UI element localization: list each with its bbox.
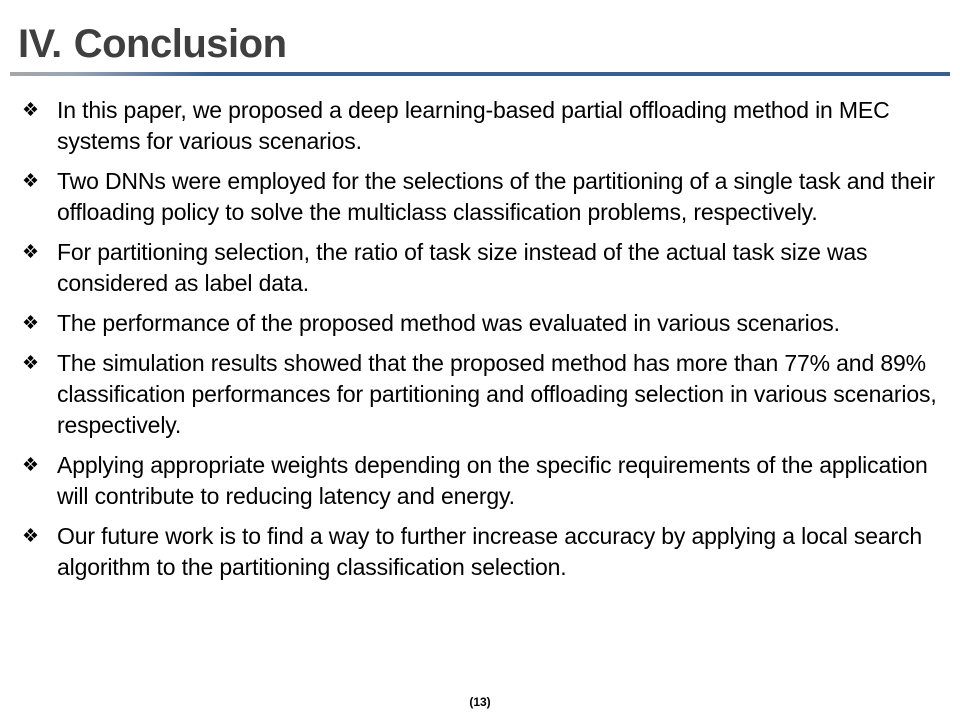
bullet-item <box>20 308 940 339</box>
diamond-bullet-icon: ❖ <box>22 242 39 263</box>
bullet-text: Our future work is to find a way to further increase accuracy by applying a local search algorithm to the partitioning classification selection. <box>57 523 923 580</box>
bullet-item <box>20 166 940 228</box>
slide-title <box>18 20 287 68</box>
bullet-item <box>20 95 940 157</box>
bullet-text: Applying appropriate weights depending on the specific requirements of the application will contribute to reducing latency and energy. <box>57 452 928 509</box>
diamond-bullet-icon: ❖ <box>22 100 39 121</box>
bullet-item <box>20 450 940 512</box>
title-text: Conclusion <box>73 22 287 66</box>
bullet-item <box>20 237 940 299</box>
bullet-item <box>20 521 940 583</box>
bullet-text: The performance of the proposed method was evaluated in various scenarios. <box>57 310 840 336</box>
title-section-number: IV. <box>18 22 62 66</box>
diamond-bullet-icon: ❖ <box>22 171 39 192</box>
bullet-item <box>20 348 940 441</box>
diamond-bullet-icon: ❖ <box>22 526 39 547</box>
diamond-bullet-icon: ❖ <box>22 353 39 374</box>
title-divider <box>10 72 950 76</box>
bullet-text: The simulation results showed that the proposed method has more than 77% and 89% classification performances for partitioning and offloading selection in various scenarios, respectively. <box>57 350 937 438</box>
page-number: (13) <box>469 695 491 709</box>
bullet-text: In this paper, we proposed a deep learning-based partial offloading method in MEC systems for various scenarios. <box>57 97 890 154</box>
diamond-bullet-icon: ❖ <box>22 313 39 334</box>
bullet-text: Two DNNs were employed for the selections of the partitioning of a single task and their offloading policy to solve the multiclass classification problems, respectively. <box>57 168 935 225</box>
diamond-bullet-icon: ❖ <box>22 455 39 476</box>
conclusion-bullet-list <box>20 95 940 592</box>
bullet-text: For partitioning selection, the ratio of task size instead of the actual task size was considered as label data. <box>57 239 868 296</box>
